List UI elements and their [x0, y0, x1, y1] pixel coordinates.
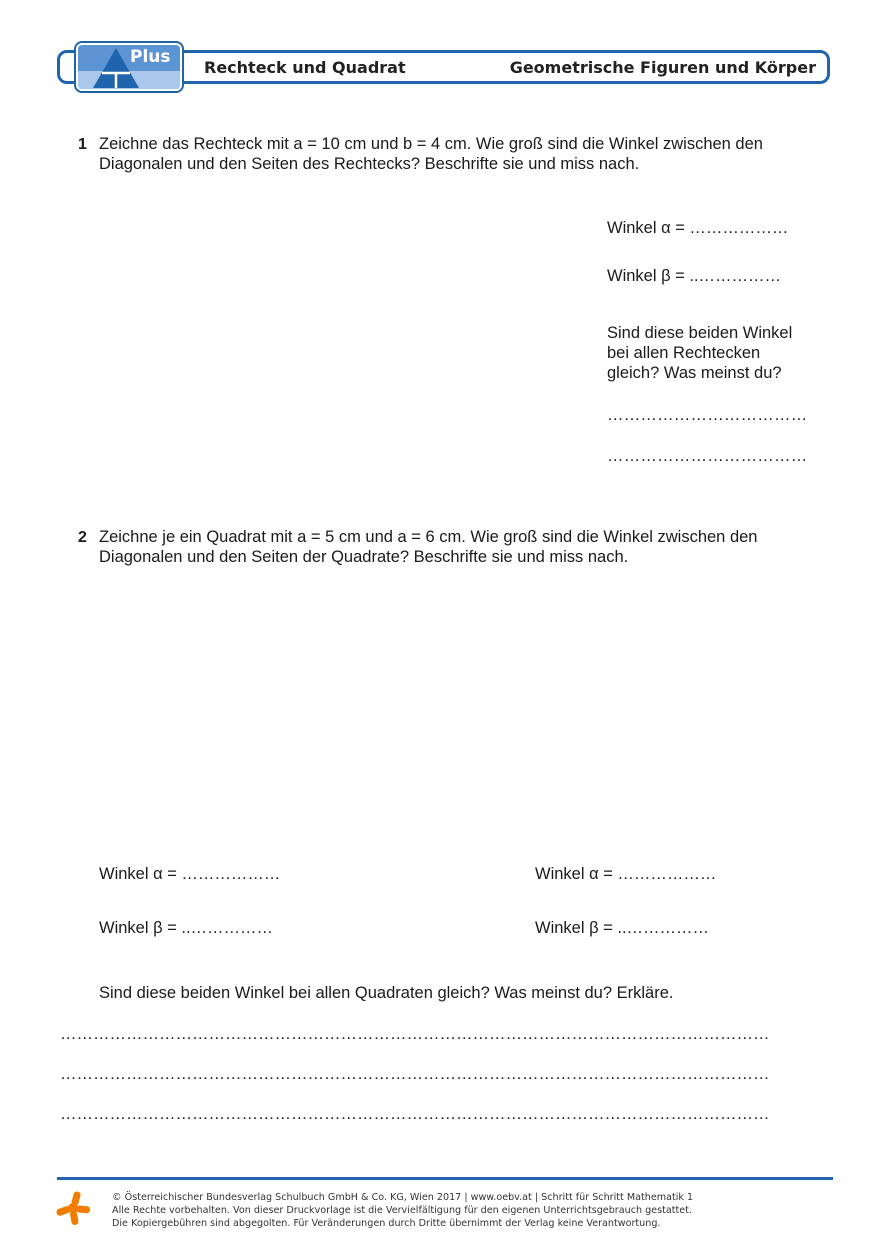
plus-logo	[76, 43, 182, 91]
task-1-text	[99, 134, 763, 174]
task-2-text-line2: Diagonalen und den Seiten der Quadrate? Beschrifte sie und miss nach.	[99, 548, 629, 566]
footer-line1: © Österreichischer Bundesverlag Schulbuch GmbH & Co. KG, Wien 2017 | www.oebv.at | Schritt für Schritt Mathematik 1	[112, 1192, 694, 1203]
footer-copyright	[112, 1191, 693, 1230]
task-2-answer-line: …………………………………………………………………………………………………………………	[60, 1025, 770, 1043]
task-2-number: 2	[78, 529, 87, 546]
task-1-answer-line: ………………………………	[607, 447, 808, 465]
task-1-answer-line: ………………………………	[607, 406, 808, 424]
task-1-text-line2: Diagonalen und den Seiten des Rechtecks? Beschrifte sie und miss nach.	[99, 155, 640, 173]
task-2-answer-line: …………………………………………………………………………………………………………………	[60, 1105, 770, 1123]
task-1-alpha: Winkel α = ………………	[607, 219, 789, 237]
task-2-text	[99, 527, 757, 567]
task-2-right-beta: Winkel β = ..……………	[535, 919, 710, 937]
footer-line2: Alle Rechte vorbehalten. Von dieser Druckvorlage ist die Vervielfältigung für den eigenen Unterrichtsgebrauch gestattet.	[112, 1205, 692, 1216]
footer-divider	[57, 1177, 833, 1180]
task-1-question	[607, 323, 792, 383]
task-1-question-line2: bei allen Rechtecken	[607, 344, 761, 362]
task-2-text-line1: Zeichne je ein Quadrat mit a = 5 cm und a = 6 cm. Wie groß sind die Winkel zwischen den	[99, 528, 758, 546]
task-2-left-alpha: Winkel α = ………………	[99, 865, 281, 883]
chapter-title: Geometrische Figuren und Körper	[509, 58, 816, 77]
task-2-question: Sind diese beiden Winkel bei allen Quadraten gleich? Was meinst du? Erkläre.	[99, 984, 674, 1002]
footer-line3: Die Kopiergebühren sind abgegolten. Für Veränderungen durch Dritte übernimmt der Verlag keine Verantwortung.	[112, 1218, 661, 1229]
task-2-right-alpha: Winkel α = ………………	[535, 865, 717, 883]
task-1-number: 1	[78, 136, 87, 153]
task-1-question-line1: Sind diese beiden Winkel	[607, 324, 793, 342]
task-2-left-beta: Winkel β = ..……………	[99, 919, 274, 937]
publisher-logo-icon	[55, 1190, 91, 1226]
task-1-text-line1: Zeichne das Rechteck mit a = 10 cm und b = 4 cm. Wie groß sind die Winkel zwischen den	[99, 135, 763, 153]
task-1-beta: Winkel β = ..……………	[607, 267, 782, 285]
logo-label: Plus	[130, 47, 171, 67]
page-title: Rechteck und Quadrat	[204, 58, 406, 77]
task-2-answer-line: …………………………………………………………………………………………………………………	[60, 1065, 770, 1083]
task-1-question-line3: gleich? Was meinst du?	[607, 364, 782, 382]
